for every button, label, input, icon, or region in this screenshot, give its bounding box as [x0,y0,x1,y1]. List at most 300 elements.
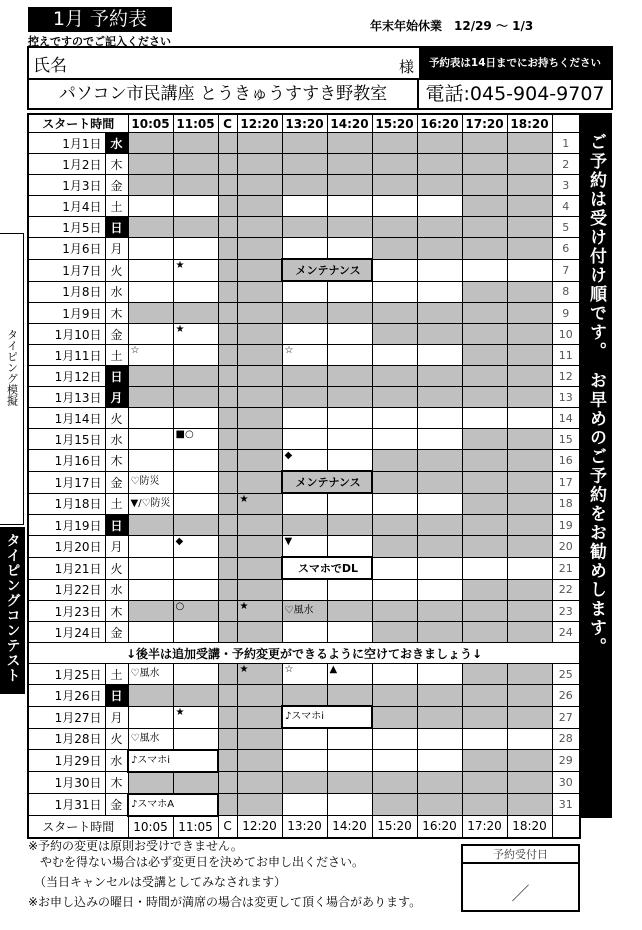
slot-cell[interactable] [327,794,372,816]
slot-cell[interactable] [372,408,417,429]
slot-cell[interactable] [462,259,507,281]
slot-cell[interactable] [218,450,237,472]
slot-cell[interactable] [507,133,552,154]
slot-cell[interactable] [417,579,462,601]
slot-cell[interactable] [218,794,237,816]
slot-cell[interactable] [128,450,173,472]
slot-cell[interactable]: スマホでDL [282,557,372,579]
slot-cell[interactable] [507,387,552,408]
slot-cell[interactable] [462,175,507,196]
slot-cell[interactable] [128,706,173,728]
slot-cell[interactable] [327,429,372,450]
slot-cell[interactable] [327,579,372,601]
slot-cell[interactable] [282,196,327,217]
slot-cell[interactable] [507,557,552,579]
slot-cell[interactable] [173,450,218,472]
slot-cell[interactable] [372,471,417,493]
slot-cell[interactable] [218,471,237,493]
slot-cell[interactable] [462,471,507,493]
slot-cell[interactable] [462,133,507,154]
slot-cell[interactable] [173,622,218,643]
slot-cell[interactable] [372,772,417,794]
slot-cell[interactable] [218,154,237,175]
slot-cell[interactable] [282,685,327,707]
slot-cell[interactable] [128,536,173,558]
slot-cell[interactable] [462,515,507,536]
slot-cell[interactable] [372,601,417,622]
slot-cell[interactable] [218,685,237,707]
slot-cell[interactable]: メンテナンス [282,259,372,281]
slot-cell[interactable] [128,515,173,536]
slot-cell[interactable] [128,622,173,643]
slot-cell[interactable] [417,175,462,196]
slot-cell[interactable] [173,557,218,579]
slot-cell[interactable] [372,493,417,515]
slot-cell[interactable] [417,259,462,281]
slot-cell[interactable] [462,345,507,366]
slot-cell[interactable] [237,133,282,154]
slot-cell[interactable] [507,238,552,260]
slot-cell[interactable] [218,259,237,281]
slot-cell[interactable] [417,685,462,707]
slot-cell[interactable] [237,303,282,324]
slot-cell[interactable] [462,366,507,387]
slot-cell[interactable] [237,794,282,816]
slot-cell[interactable] [173,217,218,238]
slot-cell[interactable]: ☆ [282,664,327,685]
slot-cell[interactable] [282,366,327,387]
slot-cell[interactable] [128,303,173,324]
slot-cell[interactable] [218,238,237,260]
slot-cell[interactable]: ♪スマホi [282,706,372,728]
slot-cell[interactable] [372,750,417,772]
slot-cell[interactable] [462,196,507,217]
slot-cell[interactable] [237,217,282,238]
slot-cell[interactable] [218,133,237,154]
slot-cell[interactable] [507,493,552,515]
slot-cell[interactable] [237,579,282,601]
slot-cell[interactable] [507,794,552,816]
slot-cell[interactable] [417,133,462,154]
slot-cell[interactable] [372,387,417,408]
slot-cell[interactable]: ★ [237,601,282,622]
slot-cell[interactable] [507,622,552,643]
slot-cell[interactable] [237,429,282,450]
slot-cell[interactable] [507,429,552,450]
slot-cell[interactable] [173,493,218,515]
slot-cell[interactable] [462,493,507,515]
slot-cell[interactable] [372,579,417,601]
slot-cell[interactable] [417,750,462,772]
slot-cell[interactable] [128,175,173,196]
slot-cell[interactable] [372,685,417,707]
slot-cell[interactable] [218,728,237,750]
slot-cell[interactable] [417,217,462,238]
slot-cell[interactable] [237,622,282,643]
slot-cell[interactable] [218,196,237,217]
slot-cell[interactable] [327,387,372,408]
slot-cell[interactable] [327,601,372,622]
slot-cell[interactable] [282,622,327,643]
slot-cell[interactable] [173,175,218,196]
slot-cell[interactable] [327,750,372,772]
slot-cell[interactable] [507,471,552,493]
slot-cell[interactable]: ♪スマホi [128,750,218,772]
slot-cell[interactable] [327,450,372,472]
slot-cell[interactable] [218,429,237,450]
slot-cell[interactable] [128,685,173,707]
slot-cell[interactable] [128,154,173,175]
slot-cell[interactable] [507,154,552,175]
slot-cell[interactable] [173,154,218,175]
slot-cell[interactable] [218,303,237,324]
slot-cell[interactable] [507,196,552,217]
slot-cell[interactable] [372,622,417,643]
receipt-date-field[interactable]: ／ [511,884,530,905]
slot-cell[interactable] [417,515,462,536]
slot-cell[interactable] [282,429,327,450]
slot-cell[interactable] [372,450,417,472]
slot-cell[interactable] [173,471,218,493]
slot-cell[interactable] [327,154,372,175]
slot-cell[interactable] [507,217,552,238]
slot-cell[interactable] [218,281,237,303]
slot-cell[interactable] [173,408,218,429]
slot-cell[interactable] [282,493,327,515]
slot-cell[interactable] [128,133,173,154]
slot-cell[interactable]: ◆ [173,536,218,558]
slot-cell[interactable] [237,154,282,175]
slot-cell[interactable] [327,217,372,238]
slot-cell[interactable]: ▲ [327,664,372,685]
slot-cell[interactable] [282,728,327,750]
slot-cell[interactable] [173,387,218,408]
slot-cell[interactable] [507,772,552,794]
slot-cell[interactable] [237,728,282,750]
slot-cell[interactable] [218,664,237,685]
slot-cell[interactable] [417,238,462,260]
slot-cell[interactable] [282,750,327,772]
slot-cell[interactable] [218,622,237,643]
slot-cell[interactable] [462,664,507,685]
slot-cell[interactable] [327,175,372,196]
slot-cell[interactable] [372,728,417,750]
slot-cell[interactable] [462,601,507,622]
slot-cell[interactable] [128,387,173,408]
slot-cell[interactable] [282,387,327,408]
slot-cell[interactable] [507,324,552,345]
slot-cell[interactable] [128,557,173,579]
slot-cell[interactable] [372,429,417,450]
slot-cell[interactable] [372,175,417,196]
slot-cell[interactable] [218,324,237,345]
slot-cell[interactable] [173,664,218,685]
slot-cell[interactable]: ♡風水 [128,728,173,750]
slot-cell[interactable] [327,366,372,387]
slot-cell[interactable] [417,622,462,643]
slot-cell[interactable] [237,366,282,387]
slot-cell[interactable] [417,471,462,493]
slot-cell[interactable] [218,750,237,772]
slot-cell[interactable] [372,217,417,238]
slot-cell[interactable] [462,238,507,260]
slot-cell[interactable] [282,515,327,536]
slot-cell[interactable] [417,387,462,408]
slot-cell[interactable] [128,238,173,260]
slot-cell[interactable] [507,450,552,472]
slot-cell[interactable] [417,324,462,345]
slot-cell[interactable] [282,133,327,154]
slot-cell[interactable] [218,557,237,579]
slot-cell[interactable] [372,664,417,685]
slot-cell[interactable] [372,281,417,303]
slot-cell[interactable]: ★ [237,664,282,685]
slot-cell[interactable]: ★ [237,493,282,515]
slot-cell[interactable] [128,217,173,238]
slot-cell[interactable] [282,217,327,238]
slot-cell[interactable] [327,772,372,794]
slot-cell[interactable] [462,450,507,472]
slot-cell[interactable] [237,259,282,281]
slot-cell[interactable] [507,175,552,196]
slot-cell[interactable] [173,579,218,601]
slot-cell[interactable] [327,345,372,366]
slot-cell[interactable]: ♡風水 [128,664,173,685]
slot-cell[interactable] [372,238,417,260]
slot-cell[interactable] [417,706,462,728]
slot-cell[interactable] [218,366,237,387]
slot-cell[interactable] [372,154,417,175]
slot-cell[interactable] [372,515,417,536]
slot-cell[interactable]: ♪スマホA [128,794,218,816]
slot-cell[interactable] [218,579,237,601]
slot-cell[interactable] [218,706,237,728]
slot-cell[interactable] [417,429,462,450]
slot-cell[interactable] [128,259,173,281]
slot-cell[interactable] [237,238,282,260]
slot-cell[interactable] [507,303,552,324]
slot-cell[interactable] [462,579,507,601]
slot-cell[interactable] [507,515,552,536]
slot-cell[interactable] [417,366,462,387]
slot-cell[interactable] [462,750,507,772]
slot-cell[interactable] [372,345,417,366]
slot-cell[interactable] [218,493,237,515]
slot-cell[interactable] [462,685,507,707]
slot-cell[interactable] [327,281,372,303]
slot-cell[interactable] [462,303,507,324]
slot-cell[interactable] [417,794,462,816]
slot-cell[interactable] [462,324,507,345]
slot-cell[interactable] [173,196,218,217]
slot-cell[interactable] [327,685,372,707]
slot-cell[interactable] [282,281,327,303]
slot-cell[interactable] [417,345,462,366]
slot-cell[interactable] [173,366,218,387]
slot-cell[interactable] [128,579,173,601]
slot-cell[interactable] [237,281,282,303]
slot-cell[interactable] [173,281,218,303]
slot-cell[interactable] [282,154,327,175]
slot-cell[interactable]: ○ [173,601,218,622]
slot-cell[interactable] [507,345,552,366]
slot-cell[interactable]: ♡風水 [282,601,327,622]
slot-cell[interactable] [327,515,372,536]
slot-cell[interactable] [462,408,507,429]
slot-cell[interactable] [282,794,327,816]
slot-cell[interactable] [237,345,282,366]
slot-cell[interactable] [237,536,282,558]
slot-cell[interactable] [507,579,552,601]
slot-cell[interactable]: ▼ [282,536,327,558]
slot-cell[interactable]: ★ [173,706,218,728]
slot-cell[interactable] [128,196,173,217]
slot-cell[interactable] [282,408,327,429]
slot-cell[interactable] [462,281,507,303]
slot-cell[interactable] [372,259,417,281]
slot-cell[interactable] [237,175,282,196]
slot-cell[interactable] [218,345,237,366]
slot-cell[interactable] [173,238,218,260]
slot-cell[interactable] [128,366,173,387]
slot-cell[interactable] [218,515,237,536]
slot-cell[interactable] [417,450,462,472]
slot-cell[interactable] [462,154,507,175]
slot-cell[interactable] [507,750,552,772]
slot-cell[interactable] [372,303,417,324]
slot-cell[interactable] [507,536,552,558]
slot-cell[interactable] [327,238,372,260]
slot-cell[interactable] [173,772,218,794]
slot-cell[interactable] [417,408,462,429]
slot-cell[interactable] [462,429,507,450]
slot-cell[interactable] [128,601,173,622]
slot-cell[interactable] [417,728,462,750]
slot-cell[interactable] [507,664,552,685]
slot-cell[interactable] [327,728,372,750]
slot-cell[interactable] [173,728,218,750]
slot-cell[interactable] [417,557,462,579]
slot-cell[interactable] [128,772,173,794]
slot-cell[interactable] [282,175,327,196]
slot-cell[interactable] [218,772,237,794]
slot-cell[interactable] [327,196,372,217]
slot-cell[interactable] [237,324,282,345]
slot-cell[interactable] [237,408,282,429]
slot-cell[interactable] [282,238,327,260]
slot-cell[interactable]: ★ [173,259,218,281]
slot-cell[interactable] [218,536,237,558]
slot-cell[interactable] [462,622,507,643]
slot-cell[interactable] [417,303,462,324]
slot-cell[interactable] [237,471,282,493]
slot-cell[interactable]: ■○ [173,429,218,450]
slot-cell[interactable] [237,557,282,579]
slot-cell[interactable]: ◆ [282,450,327,472]
slot-cell[interactable] [218,217,237,238]
slot-cell[interactable]: ☆ [282,345,327,366]
slot-cell[interactable] [173,133,218,154]
slot-cell[interactable] [327,303,372,324]
slot-cell[interactable] [327,536,372,558]
slot-cell[interactable] [417,536,462,558]
slot-cell[interactable] [237,750,282,772]
slot-cell[interactable] [128,324,173,345]
slot-cell[interactable] [417,281,462,303]
slot-cell[interactable] [462,706,507,728]
slot-cell[interactable]: ♡防災 [128,471,173,493]
slot-cell[interactable] [237,515,282,536]
slot-cell[interactable] [462,772,507,794]
slot-cell[interactable] [173,515,218,536]
slot-cell[interactable] [282,303,327,324]
slot-cell[interactable] [237,706,282,728]
slot-cell[interactable] [507,408,552,429]
slot-cell[interactable]: ☆ [128,345,173,366]
slot-cell[interactable] [462,794,507,816]
slot-cell[interactable] [327,493,372,515]
slot-cell[interactable] [507,728,552,750]
slot-cell[interactable]: メンテナンス [282,471,372,493]
slot-cell[interactable] [372,706,417,728]
slot-cell[interactable] [417,196,462,217]
slot-cell[interactable] [173,303,218,324]
slot-cell[interactable] [372,133,417,154]
slot-cell[interactable] [462,217,507,238]
slot-cell[interactable] [507,281,552,303]
slot-cell[interactable] [237,450,282,472]
slot-cell[interactable] [282,772,327,794]
slot-cell[interactable] [128,429,173,450]
slot-cell[interactable] [372,366,417,387]
slot-cell[interactable] [462,387,507,408]
slot-cell[interactable] [417,772,462,794]
slot-cell[interactable]: ★ [173,324,218,345]
slot-cell[interactable] [218,408,237,429]
slot-cell[interactable] [327,133,372,154]
slot-cell[interactable] [327,324,372,345]
slot-cell[interactable] [372,557,417,579]
slot-cell[interactable] [462,728,507,750]
slot-cell[interactable] [327,408,372,429]
slot-cell[interactable] [507,685,552,707]
slot-cell[interactable] [282,324,327,345]
slot-cell[interactable] [462,557,507,579]
slot-cell[interactable] [128,408,173,429]
slot-cell[interactable] [327,622,372,643]
slot-cell[interactable] [507,259,552,281]
slot-cell[interactable] [218,175,237,196]
slot-cell[interactable]: ▼/♡防災 [128,493,173,515]
slot-cell[interactable] [417,664,462,685]
slot-cell[interactable] [173,345,218,366]
slot-cell[interactable] [237,685,282,707]
slot-cell[interactable] [237,387,282,408]
slot-cell[interactable] [128,281,173,303]
slot-cell[interactable] [372,196,417,217]
slot-cell[interactable] [218,387,237,408]
slot-cell[interactable] [282,579,327,601]
slot-cell[interactable] [372,324,417,345]
slot-cell[interactable] [462,536,507,558]
slot-cell[interactable] [417,154,462,175]
slot-cell[interactable] [417,493,462,515]
slot-cell[interactable] [507,601,552,622]
slot-cell[interactable] [507,706,552,728]
slot-cell[interactable] [507,366,552,387]
slot-cell[interactable] [237,196,282,217]
slot-cell[interactable] [237,772,282,794]
